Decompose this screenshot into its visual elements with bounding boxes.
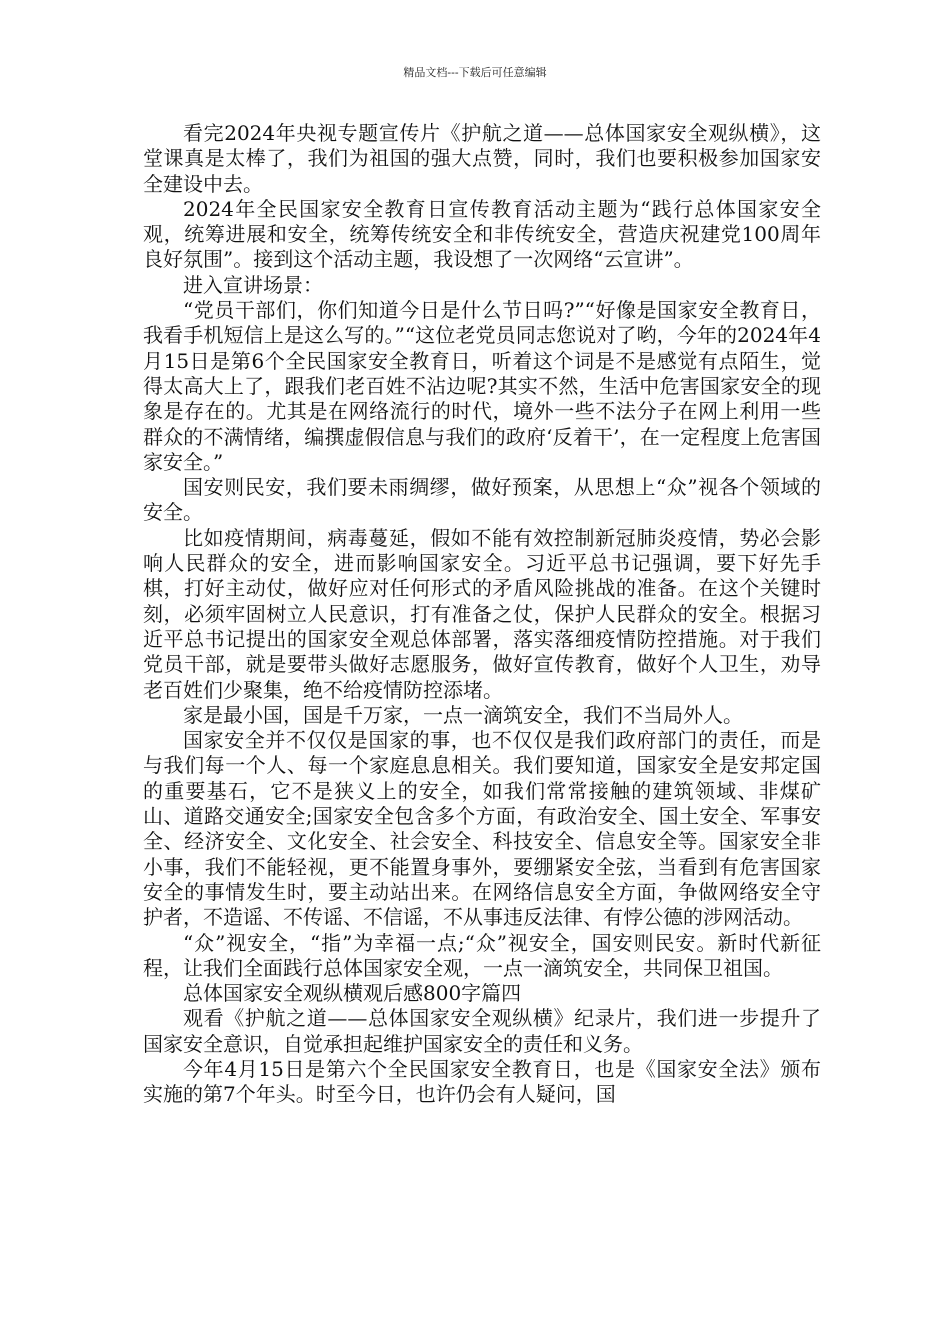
paragraph: “众”视安全，“指”为幸福一点;“众”视安全，国安则民安。新时代新征程，让我们全面践行总体国家安全观，一点一滴筑安全，共同保卫祖国。 (143, 930, 821, 980)
paragraph: 进入宣讲场景： (183, 272, 323, 297)
paragraph: “党员干部们，你们知道今日是什么节日吗?”“好像是国家安全教育日，我看手机短信上是这么写的。”“这位老党员同志您说对了哟，今年的2024年4月15日是第6个全民国家安全教育日，听着这个词是不是感觉有点陌生，觉得太高大上了，跟我们老百姓不沾边呢?其实不然，生活中危害国家安全的现象是存在的。尤其是在网络流行的时代，境外一些不法分子在网上利用一些群众的不满情绪，编撰虚假信息与我们的政府‘反着干’，在一定程度上危害国家安全。” (143, 298, 821, 474)
paragraph: 国安则民安，我们要未雨绸缪，做好预案，从思想上“众”视各个领域的安全。 (143, 475, 821, 525)
paragraph: 2024年全民国家安全教育日宣传教育活动主题为“践行总体国家安全观，统筹进展和安全，统筹传统安全和非传统安全，营造庆祝建党100周年良好氛围”。接到这个活动主题，我设想了一次网络“云宣讲”。 (143, 196, 821, 272)
paragraph: 比如疫情期间，病毒蔓延，假如不能有效控制新冠肺炎疫情，势必会影响人民群众的安全，进而影响国家安全。习近平总书记强调，要下好先手棋，打好主动仗，做好应对任何形式的矛盾风险挑战的准备。在这个关键时刻，必须牢固树立人民意识，打有准备之仗，保护人民群众的安全。根据习近平总书记提出的国家安全观总体部署，落实落细疫情防控措施。对于我们党员干部，就是要带头做好志愿服务，做好宣传教育，做好个人卫生，劝导老百姓们少聚集，绝不给疫情防控添堵。 (143, 525, 821, 702)
paragraph: 看完2024年央视专题宣传片《护航之道——总体国家安全观纵横》，这堂课真是太棒了，我们为祖国的强大点赞，同时，我们也要积极参加国家安全建设中去。 (143, 121, 821, 196)
document-body (143, 121, 821, 1108)
paragraph: 观看《护航之道——总体国家安全观纵横》纪录片，我们进一步提升了国家安全意识，自觉承担起维护国家安全的责任和义务。 (143, 1006, 821, 1056)
paragraph: 国家安全并不仅仅是国家的事，也不仅仅是我们政府部门的责任，而是与我们每一个人、每一个家庭息息相关。我们要知道，国家安全是安邦定国的重要基石，它不是狭义上的安全，如我们常常接触的建筑领域、非煤矿山、道路交通安全;国家安全包含多个方面，有政治安全、国土安全、军事安全、经济安全、文化安全、社会安全、科技安全、信息安全等。国家安全非小事，我们不能轻视，更不能置身事外，要绷紧安全弦，当看到有危害国家安全的事情发生时，要主动站出来。在网络信息安全方面，争做网络安全守护者，不造谣、不传谣、不信谣，不从事违反法律、有悖公德的涉网活动。 (143, 728, 821, 930)
page-header: 精品文档---下载后可任意编辑 (403, 66, 547, 79)
section-heading: 总体国家安全观纵横观后感800字篇四 (183, 981, 522, 1006)
paragraph: 家是最小国，国是千万家，一点一滴筑安全，我们不当局外人。 (183, 702, 743, 727)
paragraph: 今年4月15日是第六个全民国家安全教育日，也是《国家安全法》颁布实施的第7个年头。时至今日，也许仍会有人疑问，国 (143, 1056, 821, 1107)
